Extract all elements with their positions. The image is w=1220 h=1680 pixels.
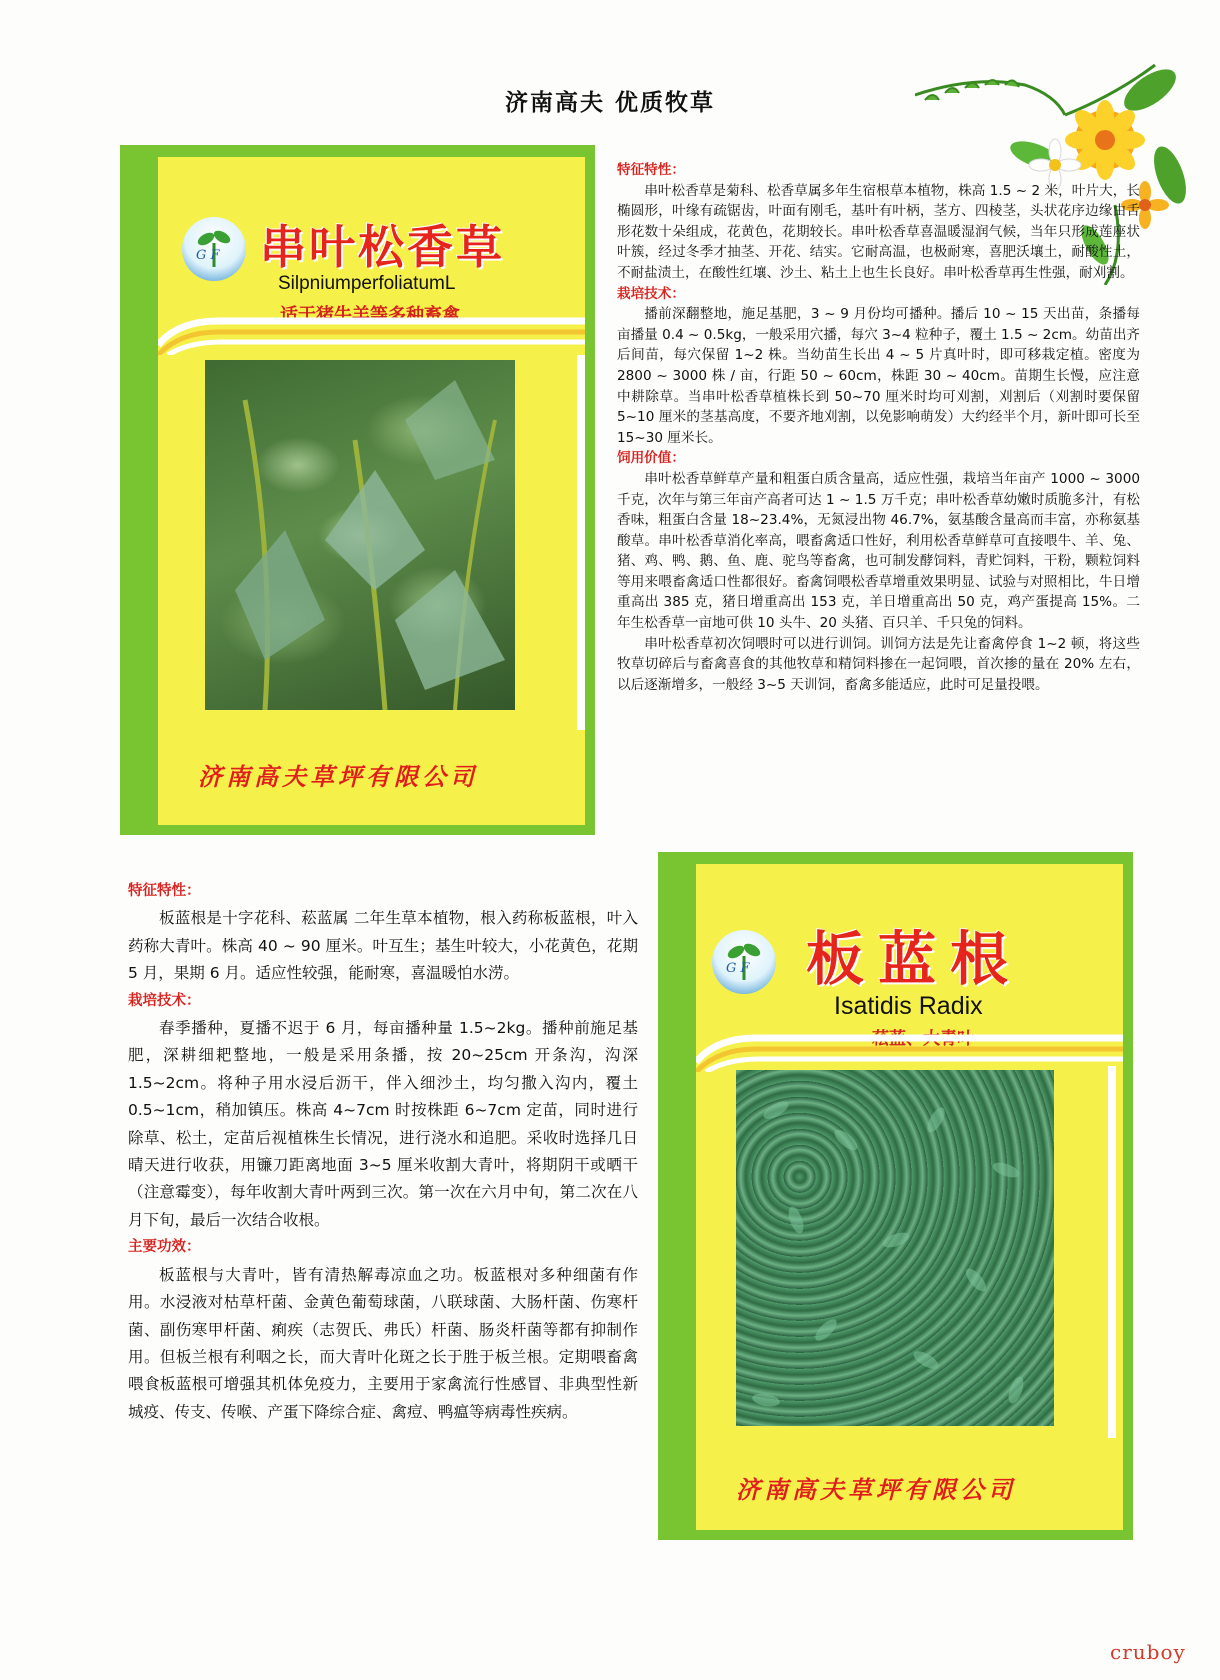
features-heading: 特征特性： <box>617 162 685 178</box>
packet-photo-isatis <box>736 1070 1054 1426</box>
features-heading: 特征特性： <box>128 883 201 899</box>
packet-stripes <box>158 315 585 355</box>
product-packet-isatis <box>658 852 1133 1540</box>
product-packet-silphium <box>120 145 595 835</box>
gf-logo-icon <box>182 217 246 281</box>
cultivation-text: 播前深翻整地，施足基肥，3 ~ 9 月份均可播种。播后 10 ~ 15 天出苗，条播每亩播量 0.4 ~ 0.5kg，一般采用穴播，每穴 3~4 粒种子，覆土 1.5 ~ 2cm。幼苗出齐后间苗，每穴保留 1~2 株。当幼苗生长出 4 ~ 5 片真叶时，即可移栽定植。密度为 2800 ~ 3000 株 / 亩，行距 50 ~ 60cm，株距 30 ~ 40cm。苗期生长慢，应注意中耕除草。当串叶松香草植株长到 50~70 厘米时均可刈割，刈割后（刈割时要保留 5~10 厘米的茎基高度，不要齐地刈割，以免影响萌发）大约经半个月，新叶即可长至 15~30 厘米长。 <box>617 306 1141 446</box>
logo-letters: G F <box>196 248 220 263</box>
silphium-description <box>617 160 1140 695</box>
feed-value-text: 串叶松香草鲜草产量和粗蛋白质含量高，适应性强，栽培当年亩产 1000 ~ 3000 千克，次年与第三年亩产高者可达 1 ~ 1.5 万千克；串叶松香草幼嫩时质脆多汁，有松香味，粗蛋白含量 18~23.4%，无氮浸出物 46.7%，氨基酸含量高而丰富，亦称氨基酸草。串叶松香草消化率高，喂畜禽适口性好，利用松香草鲜草可直接喂牛、羊、兔、猪、鸡、鸭、鹅、鱼、鹿、驼鸟等畜禽，也可制发酵饲料，青贮饲料，干粉，颗粒饲料等用来喂畜禽适口性都很好。畜禽饲喂松香草增重效果明显、试验与对照相比，牛日增重高出 385 克，猪日增重高出 153 克，羊日增重高出 50 克，鸡产蛋提高 15%。二年生松香草一亩地可供 10 头牛、20 头猪、百只羊、千只兔的饲料。 <box>617 470 1140 632</box>
features-text: 串叶松香草是菊科、松香草属多年生宿根草本植物，株高 1.5 ~ 2 米，叶片大，长椭圆形，叶缘有疏锯齿，叶面有刚毛，基叶有叶柄，茎方、四棱茎，头状花序边缘由舌形花数十朵组成，花黄色，花期较长。串叶松香草喜温暖湿润气候，当年只形成莲座状叶簇，经过冬季才抽茎、开花、结实。它耐高温，也极耐寒，喜肥沃壤土，耐酸性土，不耐盐渍土，在酸性红壤、沙土、粘土上也生长良好。串叶松香草再生性强，耐刈割。 <box>617 182 1140 281</box>
page-header: 济南高夫 优质牧草 <box>504 89 715 116</box>
packet-photo-frame <box>515 355 585 730</box>
packet-photo-frame <box>1054 1066 1116 1438</box>
features-text: 板蓝根是十字花科、菘蓝属 二年生草本植物，根入药称板蓝根，叶入药称大青叶。株高 40 ~ 90 厘米。叶互生；基生叶较大，小花黄色，花期 5 月，果期 6 月。适应性较强，能耐寒，喜温暖怕水涝。 <box>128 909 638 983</box>
isatis-description <box>128 878 638 1426</box>
cultivation-text: 春季播种，夏播不迟于 6 月，每亩播种量 1.5~2kg。播种前施足基肥，深耕细耙整地，一般是采用条播，按 20~25cm 开条沟，沟深 1.5~2cm。将种子用水浸后沥干，伴入细沙土，均匀撒入沟内，覆土 0.5~1cm，稍加镇压。株高 4~7cm 时按株距 6~7cm 定苗，同时进行除草、松土，定苗后视植株生长情况，进行浇水和追肥。采收时选择几日晴天进行收获，用镰刀距离地面 3~5 厘米收割大青叶，将期阴干或晒干（注意霉变），每年收割大青叶两到三次。第一次在六月中旬，第二次在八月下旬，最后一次结合收根。 <box>128 1019 638 1229</box>
watermark: cruboy <box>1110 1640 1186 1664</box>
packet-usage-label: 菘蓝、大青叶 <box>872 1029 974 1049</box>
packet-latin-name: Isatidis Radix <box>834 992 983 1020</box>
feed-training-text: 串叶松香草初次饲喂时可以进行训饲。训饲方法是先让畜禽停食 1~2 顿，将这些牧草切碎后与畜禽喜食的其他牧草和精饲料掺在一起饲喂，首次掺的量在 20% 左右，以后逐渐增多，一般经 3~5 天训饲，畜禽多能适应，此时可足量投喂。 <box>617 635 1140 693</box>
packet-title: 板蓝根 <box>806 925 1023 993</box>
cultivation-heading: 栽培技术： <box>617 285 685 302</box>
gf-logo-icon <box>712 930 776 994</box>
packet-company: 济南高夫草坪有限公司 <box>198 762 478 791</box>
effect-text: 板蓝根与大青叶，皆有清热解毒凉血之功。板蓝根对多种细菌有作用。水浸液对枯草杆菌、金黄色葡萄球菌，八联球菌、大肠杆菌、伤寒杆菌、副伤寒甲杆菌、痢疾（志贺氏、弗氏）杆菌、肠炎杆菌等都有抑制作用。但板兰根有利咽之长，而大青叶化斑之长于胜于板兰根。定期喂畜禽喂食板蓝根可增强其机体免疫力，主要用于家禽流行性感冒、非典型性新城疫、传支、传喉、产蛋下降综合症、禽痘、鸭瘟等病毒性疾病。 <box>128 1265 638 1421</box>
packet-company: 济南高夫草坪有限公司 <box>736 1475 1016 1504</box>
effect-heading: 主要功效： <box>128 1239 201 1256</box>
packet-latin-name: SilpniumperfoliatumL <box>278 273 456 294</box>
packet-title: 串叶松香草 <box>260 220 505 274</box>
cultivation-heading: 栽培技术： <box>128 992 201 1009</box>
packet-photo-silphium <box>205 360 515 710</box>
feed-value-heading: 饲用价值： <box>617 450 685 467</box>
packet-usage-label: 适于猪牛羊等多种畜禽 <box>280 305 460 326</box>
logo-letters: G F <box>726 961 750 976</box>
